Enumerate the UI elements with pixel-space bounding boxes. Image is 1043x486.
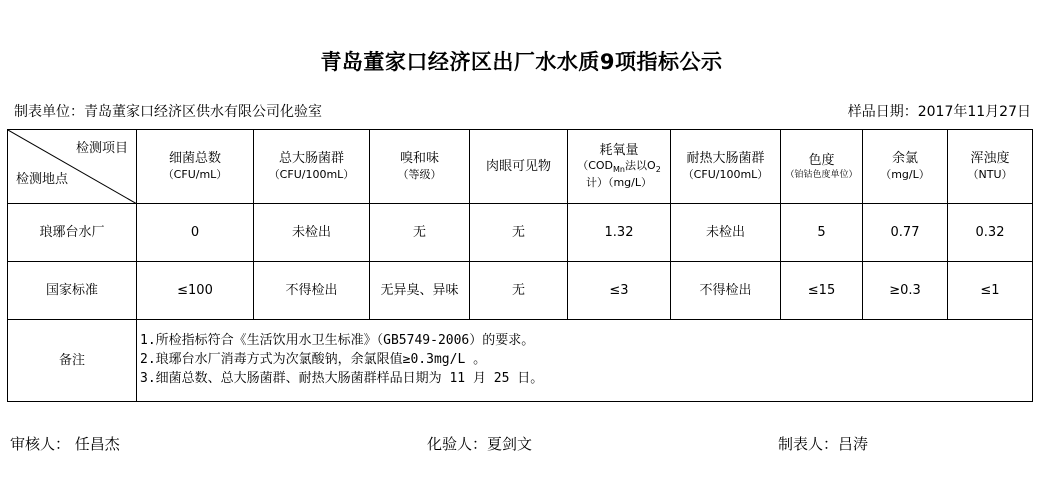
col-header-odor bbox=[370, 130, 470, 204]
col-name: 肉眼可见物 bbox=[485, 158, 551, 174]
col-header-bacteria bbox=[137, 130, 254, 204]
col-unit: （NTU） bbox=[967, 167, 1013, 181]
col-header-visible bbox=[470, 130, 568, 204]
col-unit: （CFU/100mL） bbox=[682, 167, 769, 181]
col-name: 嗅和味 bbox=[399, 151, 439, 167]
col-header-oxygen bbox=[568, 130, 671, 204]
cell: ≤100 bbox=[137, 262, 254, 320]
col-name: 耐热大肠菌群 bbox=[686, 151, 765, 167]
note-line: 2.琅琊台水厂消毒方式为次氯酸钠，余氯限值≥0.3mg/L 。 bbox=[140, 352, 487, 368]
cell: 无异臭、异味 bbox=[370, 262, 470, 320]
col-header-coliform bbox=[254, 130, 370, 204]
preparer-signature: 制表人：吕涛 bbox=[778, 435, 869, 453]
col-name: 细菌总数 bbox=[168, 151, 221, 167]
header-row bbox=[8, 130, 1033, 204]
col-name: 浑浊度 bbox=[970, 151, 1010, 167]
cell: 0.32 bbox=[948, 204, 1033, 262]
cell: 0.77 bbox=[863, 204, 948, 262]
col-name: 总大肠菌群 bbox=[278, 151, 344, 167]
col-header-thermo-coliform bbox=[671, 130, 781, 204]
cell: 不得检出 bbox=[254, 262, 370, 320]
cell: 未检出 bbox=[671, 204, 781, 262]
note-line: 1.所检指标符合《生活饮用水卫生标准》（GB5749-2006）的要求。 bbox=[140, 333, 535, 349]
col-header-turbidity bbox=[948, 130, 1033, 204]
table-row bbox=[8, 204, 1033, 262]
col-unit: （等级） bbox=[397, 167, 442, 181]
col-header-color bbox=[781, 130, 863, 204]
cell: ≤3 bbox=[568, 262, 671, 320]
col-name: 色度 bbox=[808, 152, 835, 168]
cell: 无 bbox=[470, 204, 568, 262]
corner-header-cell bbox=[8, 130, 137, 204]
cell: 0 bbox=[137, 204, 254, 262]
cell: 1.32 bbox=[568, 204, 671, 262]
tester-signature: 化验人：夏剑文 bbox=[427, 435, 533, 453]
page-title: 青岛董家口经济区出厂水水质9项指标公示 bbox=[320, 50, 723, 74]
cell: 无 bbox=[470, 262, 568, 320]
cell: 未检出 bbox=[254, 204, 370, 262]
col-unit: （CFU/100mL） bbox=[268, 167, 355, 181]
sample-date: 样品日期：2017年11月27日 bbox=[847, 104, 1031, 120]
col-unit: （$COD_{Mn}$法以$O_2$ 计）（mg/L） bbox=[577, 159, 661, 190]
notes-label: 备注 bbox=[8, 320, 137, 402]
col-unit: （CFU/mL） bbox=[162, 167, 228, 181]
note-line: 3.细菌总数、总大肠菌群、耐热大肠菌群样品日期为 11 月 25 日。 bbox=[140, 370, 544, 386]
notes-row bbox=[8, 320, 1033, 402]
cell: ≤1 bbox=[948, 262, 1033, 320]
preparing-unit: 制表单位：青岛董家口经济区供水有限公司化验室 bbox=[14, 104, 322, 120]
cell: 无 bbox=[370, 204, 470, 262]
col-unit: （铂钴色度单位） bbox=[785, 170, 858, 181]
reviewer-signature: 审核人： 任昌杰 bbox=[10, 435, 120, 453]
row-label: 国家标准 bbox=[8, 262, 137, 320]
corner-item-label: 检测项目 bbox=[75, 141, 128, 156]
col-unit: （mg/L） bbox=[880, 167, 930, 181]
cell: ≥0.3 bbox=[863, 262, 948, 320]
col-name: 耗氧量 bbox=[599, 142, 639, 158]
notes-cell bbox=[137, 320, 1033, 402]
cell: ≤15 bbox=[781, 262, 863, 320]
cell: 不得检出 bbox=[671, 262, 781, 320]
table-row bbox=[8, 262, 1033, 320]
water-quality-table bbox=[7, 129, 1033, 402]
cell: 5 bbox=[781, 204, 863, 262]
col-name: 余氯 bbox=[891, 151, 918, 167]
corner-location-label: 检测地点 bbox=[16, 172, 69, 188]
col-header-chlorine bbox=[863, 130, 948, 204]
row-label: 琅琊台水厂 bbox=[8, 204, 137, 262]
